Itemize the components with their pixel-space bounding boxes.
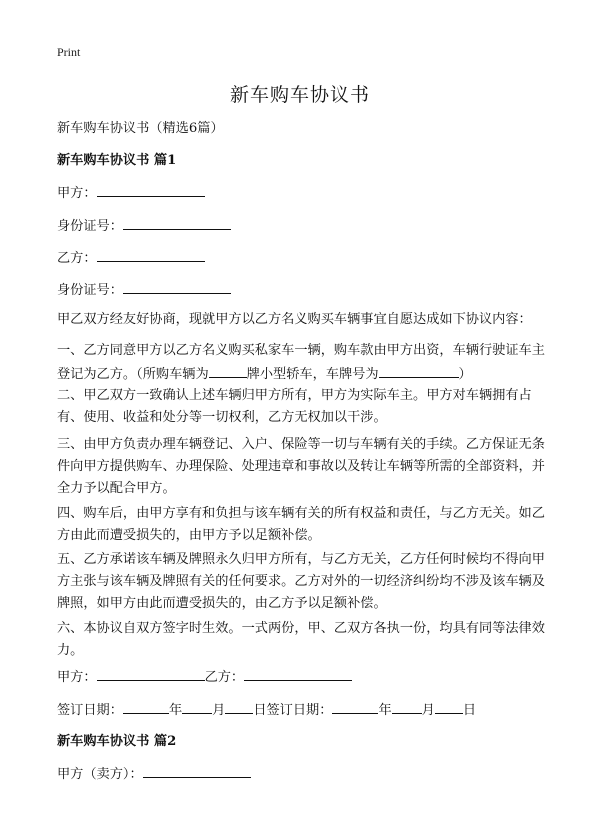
clause-5: 五、乙方承诺该车辆及牌照永久归甲方所有，与乙方无关，乙方任何时候均不得向甲方主张与该车辆及牌照有关的任何要求。乙方对外的一切经济纠纷均不涉及该车辆及牌照，如甲方由此而遭受损失的，由乙方予以足额补偿。 [57,552,545,611]
clause-1 [57,340,547,386]
id-b-label: 身份证号： [57,283,123,298]
intro-paragraph: 甲乙双方经友好协商，现就甲方以乙方名义购买车辆事宜自愿达成如下协议内容： [57,312,532,327]
day-blank-1 [225,698,253,714]
month-label-1: 月 [212,703,226,718]
id-b-line [57,278,557,302]
day-label-2: 日 [462,703,476,718]
section2-heading: 新车购车协议书 篇2 [57,734,177,749]
clause-1-brand-blank [209,362,247,378]
month-blank-1 [182,698,212,714]
date-label: 签订日期： [57,703,123,718]
document-title: 新车购车协议书 [229,84,370,106]
party-b-blank [97,246,205,262]
clause-2: 二、甲乙双方一致确认上述车辆归甲方所有，甲方为实际车主。甲方对车辆拥有占有、使用、收益和处分等一切权利，乙方无权加以干涉。 [57,388,532,425]
id-a-line [57,214,557,238]
year-label-1: 年 [168,703,183,718]
party-a-line [57,181,557,205]
sign-a-label: 甲方： [57,670,97,685]
date-line [57,698,557,722]
sign-b-label: 乙方： [204,670,245,685]
clause-4: 四、购车后，由甲方享有和负担与该车辆有关的所有权益和责任，与乙方无关。如乙方由此而遭受损失的，由甲方予以足额补偿。 [57,506,545,543]
party-b-label: 乙方： [57,251,97,266]
sign-b-blank [244,665,352,681]
clause-1-text-c: ） [458,367,472,382]
year-blank-1 [123,698,169,714]
month-label-2: 月 [421,703,435,718]
id-a-label: 身份证号： [57,219,123,234]
year-label-2: 年 [378,703,392,718]
year-blank-2 [332,698,378,714]
clause-1-text-a: 一、乙方同意甲方以乙方名义购买私家车一辆，购车款由甲方出资，车辆行驶证车主登记为乙方。（所购车辆为 [57,343,545,382]
day-blank-2 [435,698,463,714]
clause-3: 三、由甲方负责办理车辆登记、入户、保险等一切与车辆有关的手续。乙方保证无条件向甲方提供购车、办理保险、处理违章和事故以及转让车辆等所需的全部资料，并全力予以配合甲方。 [57,437,545,496]
seller-blank [143,762,251,778]
clause-6: 六、本协议自双方签字时生效。一式两份，甲、乙双方各执一份，均具有同等法律效力。 [57,621,545,658]
seller-line [57,762,557,786]
print-label[interactable]: Print [57,45,81,59]
clause-1-plate-blank [379,362,459,378]
clause-1-text-b: 牌小型轿车，车牌号为 [246,367,379,382]
signature-line [57,665,557,689]
party-b-line [57,246,557,270]
party-a-label: 甲方： [57,186,97,201]
id-a-blank [123,214,231,230]
section1-heading: 新车购车协议书 篇1 [57,153,177,168]
seller-label: 甲方（卖方）： [57,767,143,782]
month-blank-2 [392,698,422,714]
document-subtitle: 新车购车协议书（精选6篇） [57,121,224,136]
date-label-2: 日签订日期： [253,703,333,718]
party-a-blank [97,181,205,197]
sign-a-blank [97,665,205,681]
id-b-blank [123,278,231,294]
